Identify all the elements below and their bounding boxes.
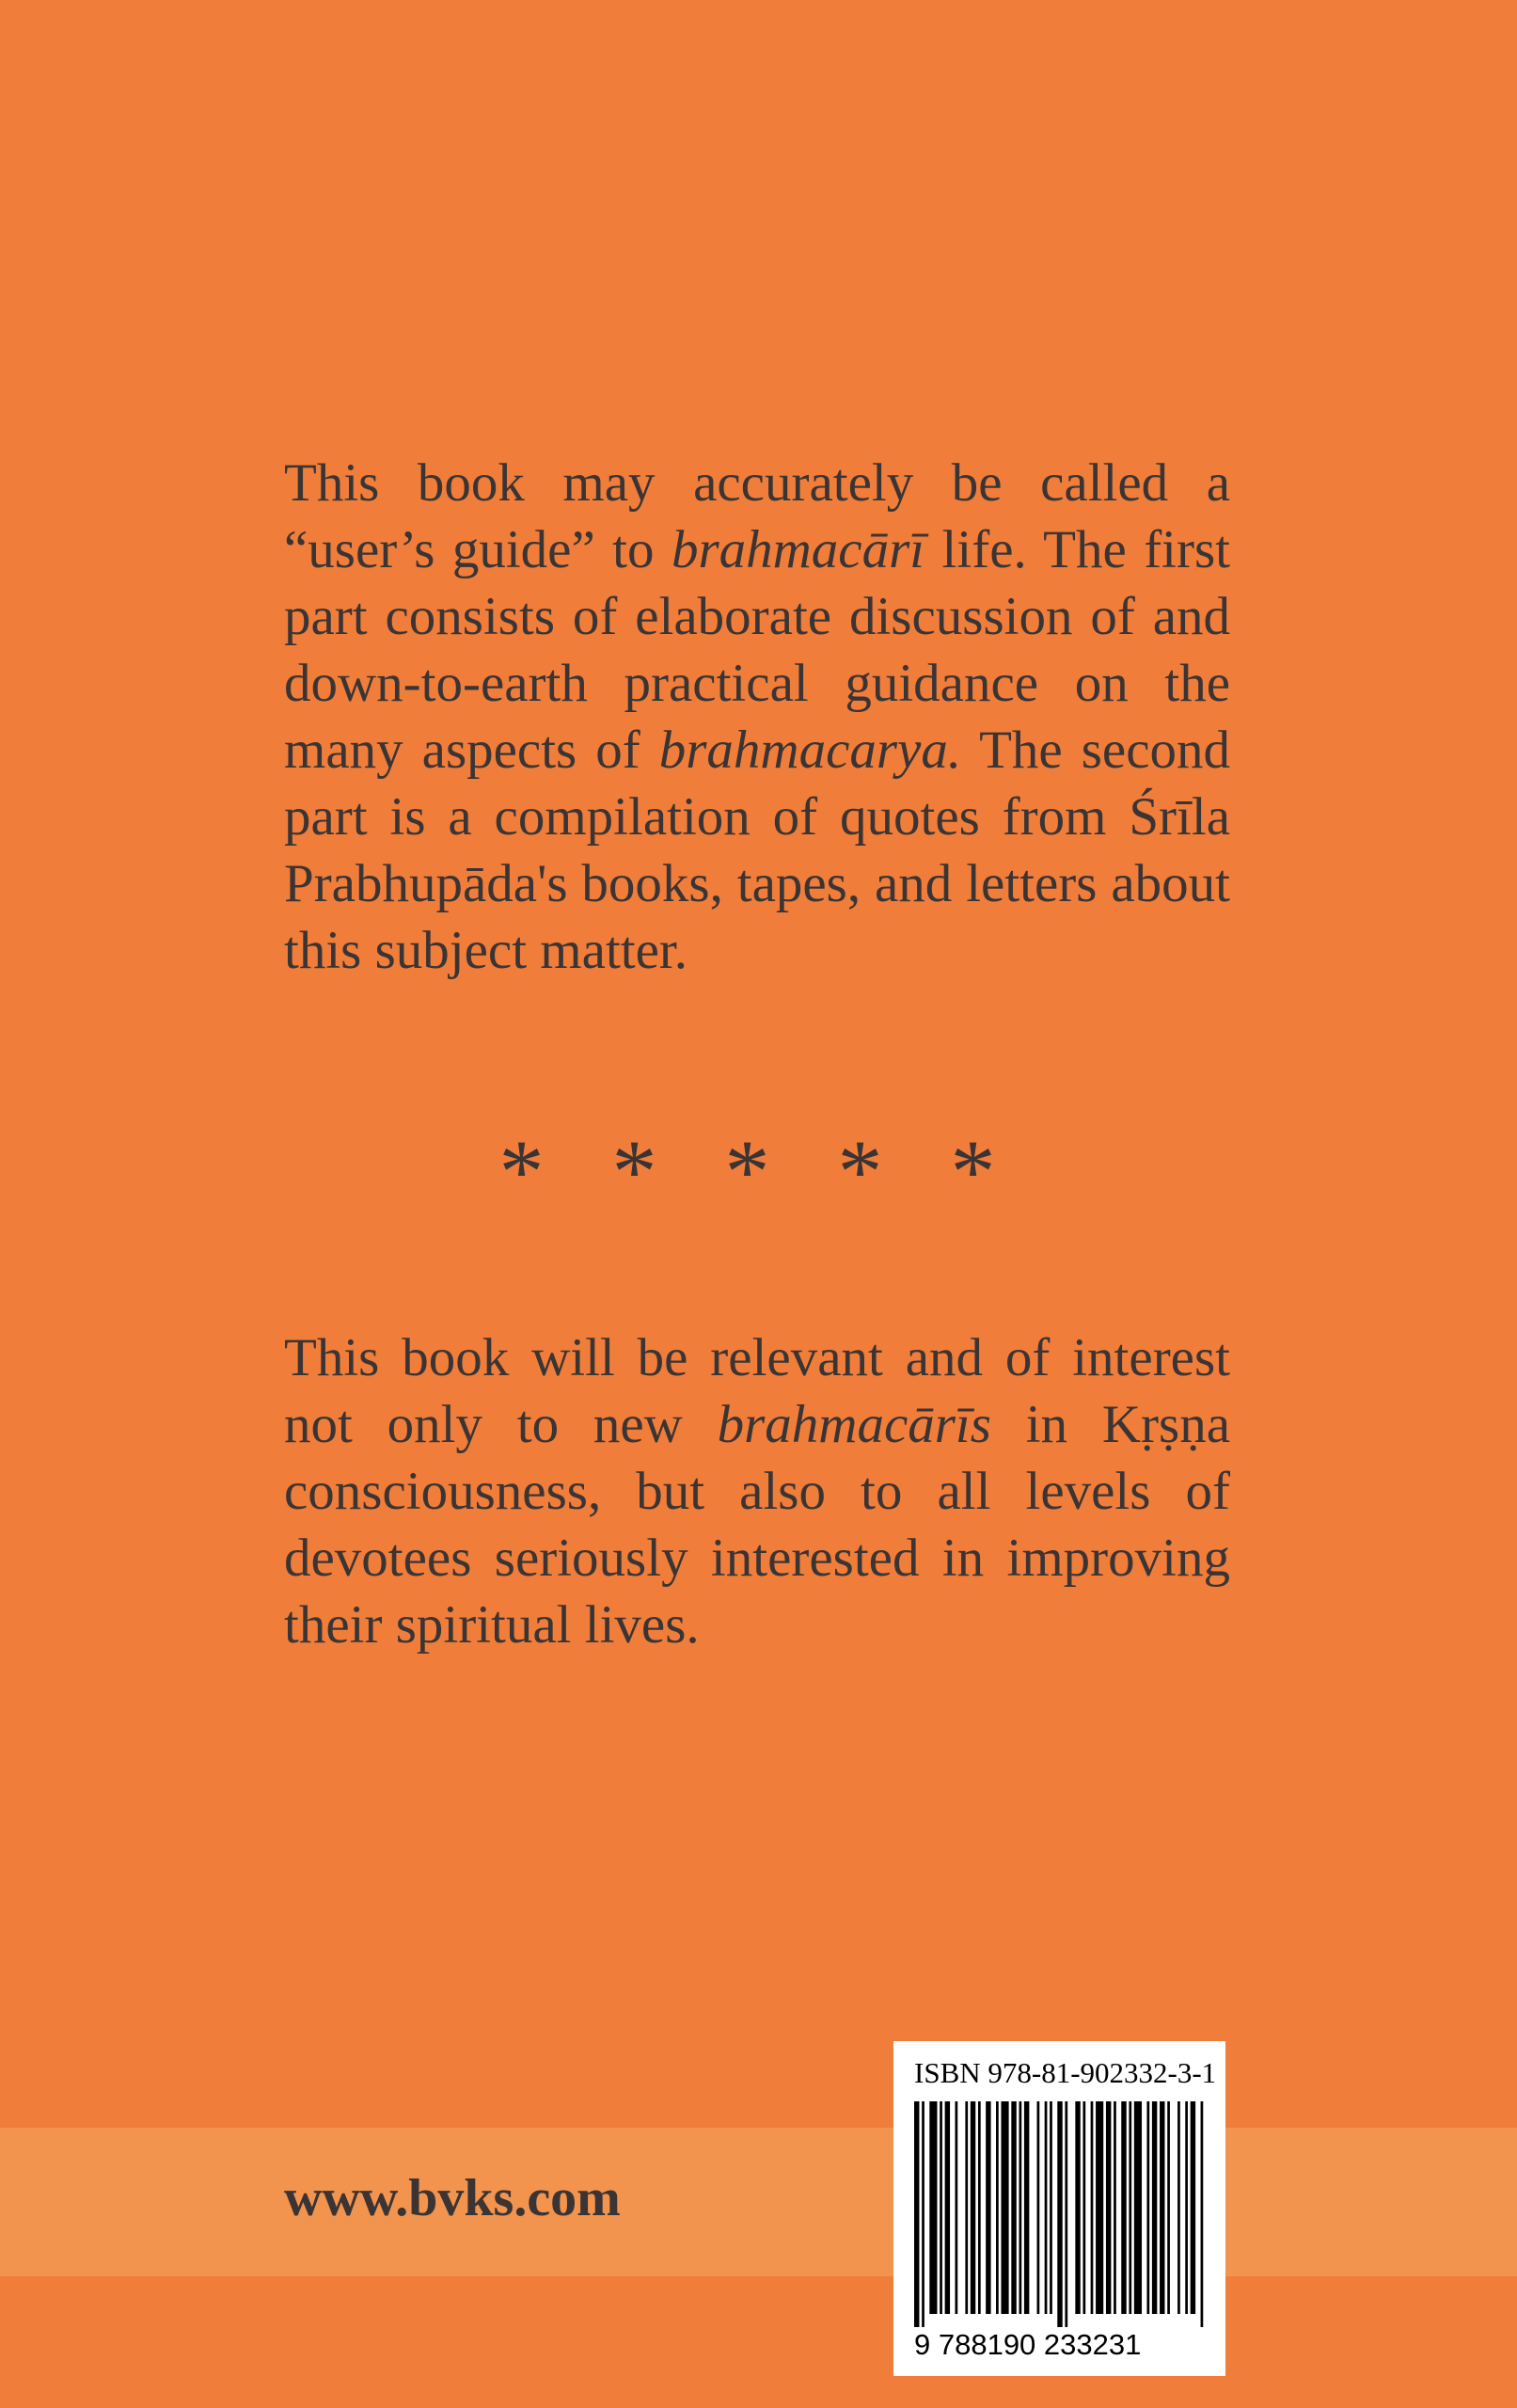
barcode-icon	[914, 2101, 1206, 2337]
italic-term: brahmacarya.	[658, 721, 962, 780]
isbn-label: ISBN 978-81-902332-3-1	[914, 2056, 1217, 2089]
barcode-panel	[893, 2041, 1225, 2376]
italic-term: brahmacārīs	[717, 1395, 991, 1454]
description-paragraph-1	[284, 450, 1230, 984]
text-segment: This book may accurately be called a “user’s guide” to	[284, 453, 1230, 579]
footer-band	[0, 2128, 1517, 2276]
italic-term: brahmacārī	[671, 520, 925, 579]
text-segment: life. The first part consists of elaborate discussion of and down-to-earth practical guidance on the many aspects of	[284, 520, 1231, 780]
website-url[interactable]: www.bvks.com	[284, 2169, 621, 2227]
separator-stars: * * * * *	[498, 1121, 1019, 1222]
text-segment: in Kṛṣṇa consciousness, but also to all levels of devotees seriously interested in improving their spiritual lives.	[284, 1395, 1230, 1655]
text-segment: This book will be relevant and of interest not only to new	[284, 1328, 1230, 1454]
barcode-digits: 9 788190 233231	[914, 2328, 1142, 2361]
text-segment: The second part is a compilation of quotes from Śrīla Prabhupāda's books, tapes, and letters about this subject matter.	[284, 721, 1230, 980]
description-paragraph-2	[284, 1324, 1230, 1658]
